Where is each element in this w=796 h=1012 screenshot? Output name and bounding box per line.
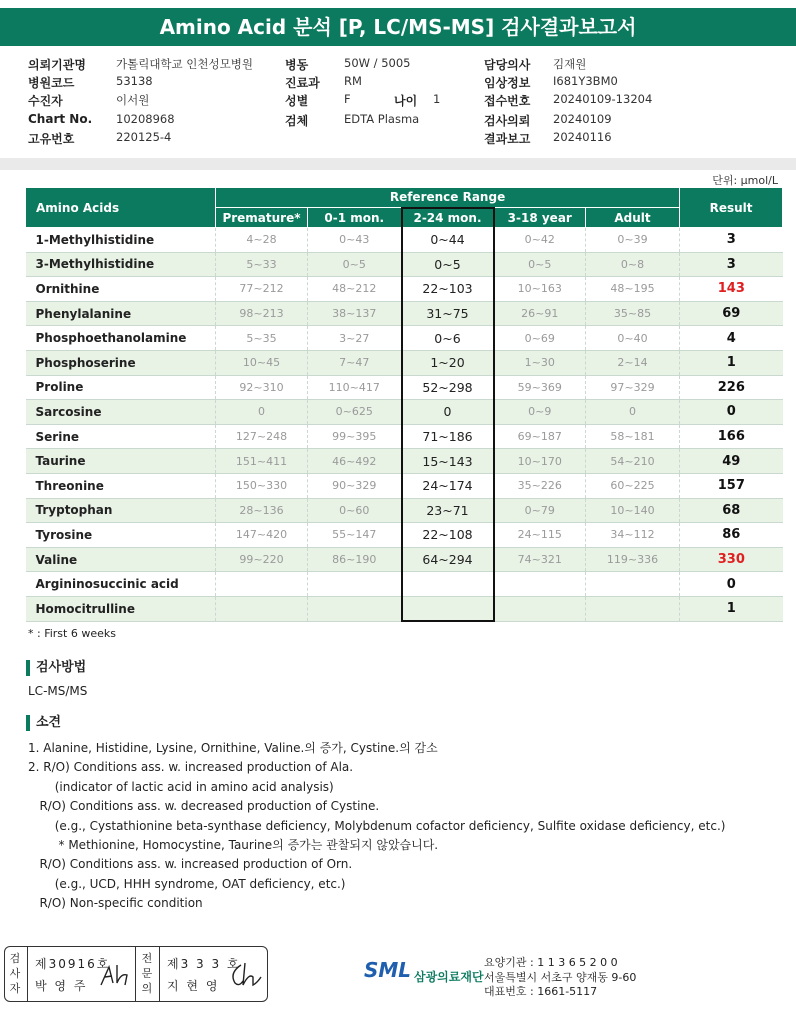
result-value: 69 (680, 301, 783, 326)
logo-name: 삼광의료재단 (414, 970, 484, 984)
reference-range: 0 (402, 400, 494, 425)
info-value: 20240116 (553, 130, 612, 144)
info-label: 검사의뢰 (484, 114, 531, 128)
amino-acid-name: Tyrosine (26, 523, 216, 548)
reference-range: 60~225 (586, 473, 680, 498)
amino-acid-name: Taurine (26, 449, 216, 474)
reference-range: 0~40 (586, 326, 680, 351)
reference-range: 34~112 (586, 523, 680, 548)
info-value: EDTA Plasma (344, 112, 420, 126)
reference-range: 35~85 (586, 301, 680, 326)
reference-range: 26~91 (494, 301, 586, 326)
header-ref-col: 0-1 mon. (308, 208, 402, 228)
reference-range: 48~212 (308, 277, 402, 302)
reference-range: 0~9 (494, 400, 586, 425)
info-label: 고유번호 (28, 132, 75, 146)
specialist-name: 지 현 영 (167, 979, 220, 993)
finding-line: R/O) Conditions ass. w. increased production of Orn. (28, 857, 353, 872)
reference-range: 3~27 (308, 326, 402, 351)
reference-range: 0 (216, 400, 308, 425)
reference-range: 10~163 (494, 277, 586, 302)
reference-range: 0~44 (402, 228, 494, 253)
amino-acid-table (25, 187, 783, 622)
org-line: 서울특별시 서초구 양재동 9-60 (484, 970, 637, 984)
reference-range: 15~143 (402, 449, 494, 474)
amino-acid-name: Phosphoethanolamine (26, 326, 216, 351)
specialist-license: 제3 3 3 호 (167, 957, 241, 971)
reference-range: 38~137 (308, 301, 402, 326)
result-value: 143 (680, 277, 783, 302)
result-value: 68 (680, 498, 783, 523)
reference-range: 2~14 (586, 350, 680, 375)
header-ref-col: Premature* (216, 208, 308, 228)
info-label: 병동 (285, 58, 309, 72)
info-label: 담당의사 (484, 58, 531, 72)
table-row (26, 375, 783, 400)
signature-mark-2 (227, 959, 265, 989)
reference-range: 97~329 (586, 375, 680, 400)
age-label: 나이 (394, 94, 418, 108)
reference-range (216, 596, 308, 621)
reference-range (402, 596, 494, 621)
amino-acid-name: Argininosuccinic acid (26, 572, 216, 597)
reference-range: 92~310 (216, 375, 308, 400)
info-label: 병원코드 (28, 76, 75, 90)
reference-range: 23~71 (402, 498, 494, 523)
table-row (26, 301, 783, 326)
finding-line: 1. Alanine, Histidine, Lysine, Ornithine, Valine.의 증가, Cystine.의 감소 (28, 741, 438, 755)
info-value: RM (344, 74, 362, 88)
info-value: 10208968 (116, 112, 175, 126)
table-row (26, 547, 783, 572)
finding-line: (indicator of lactic acid in amino acid analysis) (28, 779, 334, 794)
finding-line: R/O) Non-specific condition (28, 896, 203, 911)
result-value: 86 (680, 523, 783, 548)
reference-range (494, 596, 586, 621)
reference-range: 0~5 (494, 252, 586, 277)
org-line: 요양기관 : 1 1 3 6 5 2 0 0 (484, 956, 618, 969)
finding-line: 2. R/O) Conditions ass. w. increased production of Ala. (28, 760, 354, 775)
reference-range: 48~195 (586, 277, 680, 302)
info-label: 접수번호 (484, 94, 531, 108)
result-value: 330 (680, 547, 783, 572)
result-value: 157 (680, 473, 783, 498)
reference-range: 22~103 (402, 277, 494, 302)
info-label: 수진자 (28, 94, 63, 108)
reference-range: 22~108 (402, 523, 494, 548)
divider (0, 158, 796, 170)
logo-mark: SML (364, 958, 412, 982)
reference-range: 69~187 (494, 424, 586, 449)
amino-acid-name: Serine (26, 424, 216, 449)
reference-range (308, 572, 402, 597)
reference-range: 7~47 (308, 350, 402, 375)
reference-range: 99~395 (308, 424, 402, 449)
info-label: 의뢰기관명 (28, 58, 86, 72)
signature-box (4, 946, 268, 1002)
reference-range: 86~190 (308, 547, 402, 572)
finding-line: (e.g., UCD, HHH syndrome, OAT deficiency, etc.) (28, 876, 346, 891)
amino-acid-name: Homocitrulline (26, 596, 216, 621)
reference-range: 98~213 (216, 301, 308, 326)
amino-acid-name: Proline (26, 375, 216, 400)
reference-range: 0~5 (402, 252, 494, 277)
reference-range (308, 596, 402, 621)
vertical-char: 검 (9, 952, 21, 965)
vertical-char: 사 (9, 967, 21, 980)
reference-range: 58~181 (586, 424, 680, 449)
footnote: * : First 6 weeks (28, 627, 116, 640)
info-value: 김재원 (553, 57, 587, 71)
table-row (26, 596, 783, 621)
amino-acid-name: Phosphoserine (26, 350, 216, 375)
info-value: 220125-4 (116, 130, 172, 144)
vertical-char: 자 (9, 982, 21, 995)
reference-range: 147~420 (216, 523, 308, 548)
amino-acid-name: Tryptophan (26, 498, 216, 523)
reference-range: 0~625 (308, 400, 402, 425)
age-value: 1 (433, 92, 441, 106)
table-row (26, 326, 783, 351)
info-label: 임상정보 (484, 76, 531, 90)
table-row (26, 228, 783, 253)
info-label: 진료과 (285, 76, 320, 90)
signature-mark-1 (97, 961, 133, 989)
vertical-char: 문 (141, 967, 153, 980)
result-value: 49 (680, 449, 783, 474)
report-title: Amino Acid 분석 [P, LC/MS-MS] 검사결과보고서 (0, 8, 796, 46)
reference-range: 31~75 (402, 301, 494, 326)
header-result: Result (680, 188, 783, 228)
result-value: 166 (680, 424, 783, 449)
reference-range: 0 (586, 400, 680, 425)
reference-range: 127~248 (216, 424, 308, 449)
reference-range: 150~330 (216, 473, 308, 498)
vertical-label-specialist (139, 951, 155, 996)
result-value: 3 (680, 228, 783, 253)
result-value: 1 (680, 596, 783, 621)
table-row (26, 473, 783, 498)
reference-range (586, 596, 680, 621)
reference-range: 28~136 (216, 498, 308, 523)
reference-range: 0~5 (308, 252, 402, 277)
table-row (26, 523, 783, 548)
vertical-label-tester (7, 951, 23, 996)
info-label: 성별 (285, 94, 309, 108)
info-label: 검체 (285, 114, 309, 128)
reference-range: 64~294 (402, 547, 494, 572)
header-ref-col: 3-18 year (494, 208, 586, 228)
reference-range: 10~140 (586, 498, 680, 523)
result-value: 226 (680, 375, 783, 400)
reference-range: 35~226 (494, 473, 586, 498)
reference-range: 99~220 (216, 547, 308, 572)
reference-range: 5~33 (216, 252, 308, 277)
table-row (26, 277, 783, 302)
reference-range (586, 572, 680, 597)
table-row (26, 400, 783, 425)
reference-range: 52~298 (402, 375, 494, 400)
result-value: 0 (680, 400, 783, 425)
reference-range: 71~186 (402, 424, 494, 449)
unit-label: 단위: μmol/L (712, 174, 778, 187)
header-amino-acids: Amino Acids (26, 188, 216, 228)
reference-range: 0~79 (494, 498, 586, 523)
reference-range: 74~321 (494, 547, 586, 572)
info-value: 20240109-13204 (553, 92, 653, 106)
finding-line: R/O) Conditions ass. w. decreased production of Cystine. (28, 799, 380, 814)
finding-line: (e.g., Cystathionine beta-synthase deficiency, Molybdenum cofactor deficiency, Sulfite oxidase deficiency, etc.) (28, 818, 726, 833)
info-label: 결과보고 (484, 132, 531, 146)
amino-acid-name: Threonine (26, 473, 216, 498)
header-ref-col: 2-24 mon. (402, 208, 494, 228)
result-value: 3 (680, 252, 783, 277)
info-value: 53138 (116, 74, 153, 88)
header-reference-range: Reference Range (216, 188, 680, 208)
finding-line: * Methionine, Homocystine, Taurine의 증가는 관찰되지 않았습니다. (28, 838, 439, 853)
table-row (26, 572, 783, 597)
info-value: 이서원 (116, 93, 150, 107)
vertical-char: 의 (141, 982, 153, 995)
reference-range: 0~8 (586, 252, 680, 277)
table-row (26, 350, 783, 375)
amino-acid-name: Valine (26, 547, 216, 572)
table-row (26, 252, 783, 277)
reference-range (216, 572, 308, 597)
reference-range (402, 572, 494, 597)
reference-range: 0~39 (586, 228, 680, 253)
tester-name: 박 영 주 (35, 979, 88, 993)
reference-range: 24~115 (494, 523, 586, 548)
reference-range: 59~369 (494, 375, 586, 400)
amino-acid-name: Sarcosine (26, 400, 216, 425)
reference-range: 77~212 (216, 277, 308, 302)
reference-range: 1~30 (494, 350, 586, 375)
info-value: 50W / 5005 (344, 56, 411, 70)
reference-range: 119~336 (586, 547, 680, 572)
reference-range: 4~28 (216, 228, 308, 253)
findings-list (28, 739, 725, 914)
amino-acid-name: 3-Methylhistidine (26, 252, 216, 277)
reference-range: 1~20 (402, 350, 494, 375)
result-value: 1 (680, 350, 783, 375)
info-value: 20240109 (553, 112, 612, 126)
info-value: F (344, 92, 351, 106)
table-row (26, 449, 783, 474)
amino-acid-name: Phenylalanine (26, 301, 216, 326)
method-text: LC-MS/MS (28, 684, 88, 698)
result-value: 0 (680, 572, 783, 597)
reference-range: 0~43 (308, 228, 402, 253)
reference-range: 10~45 (216, 350, 308, 375)
table-row (26, 498, 783, 523)
reference-range: 0~69 (494, 326, 586, 351)
findings-title: 소견 (26, 715, 61, 731)
tester-license: 제30916호 (35, 957, 111, 971)
info-value: 가톨릭대학교 인천성모병원 (116, 57, 253, 71)
info-value: I681Y3BM0 (553, 74, 618, 88)
amino-acid-name: 1-Methylhistidine (26, 228, 216, 253)
sml-logo (364, 958, 484, 984)
reference-range: 0~42 (494, 228, 586, 253)
reference-range: 54~210 (586, 449, 680, 474)
reference-range: 90~329 (308, 473, 402, 498)
reference-range: 0~60 (308, 498, 402, 523)
org-info (484, 956, 636, 1000)
org-line: 대표번호 : 1661-5117 (484, 985, 598, 998)
vertical-char: 전 (141, 952, 153, 965)
amino-acid-name: Ornithine (26, 277, 216, 302)
reference-range: 46~492 (308, 449, 402, 474)
reference-range: 5~35 (216, 326, 308, 351)
reference-range: 24~174 (402, 473, 494, 498)
reference-range: 110~417 (308, 375, 402, 400)
header-ref-col: Adult (586, 208, 680, 228)
reference-range: 10~170 (494, 449, 586, 474)
method-title: 검사방법 (26, 660, 86, 676)
result-value: 4 (680, 326, 783, 351)
table-row (26, 424, 783, 449)
reference-range (494, 572, 586, 597)
info-label: Chart No. (28, 112, 93, 126)
reference-range: 55~147 (308, 523, 402, 548)
reference-range: 0~6 (402, 326, 494, 351)
reference-range: 151~411 (216, 449, 308, 474)
